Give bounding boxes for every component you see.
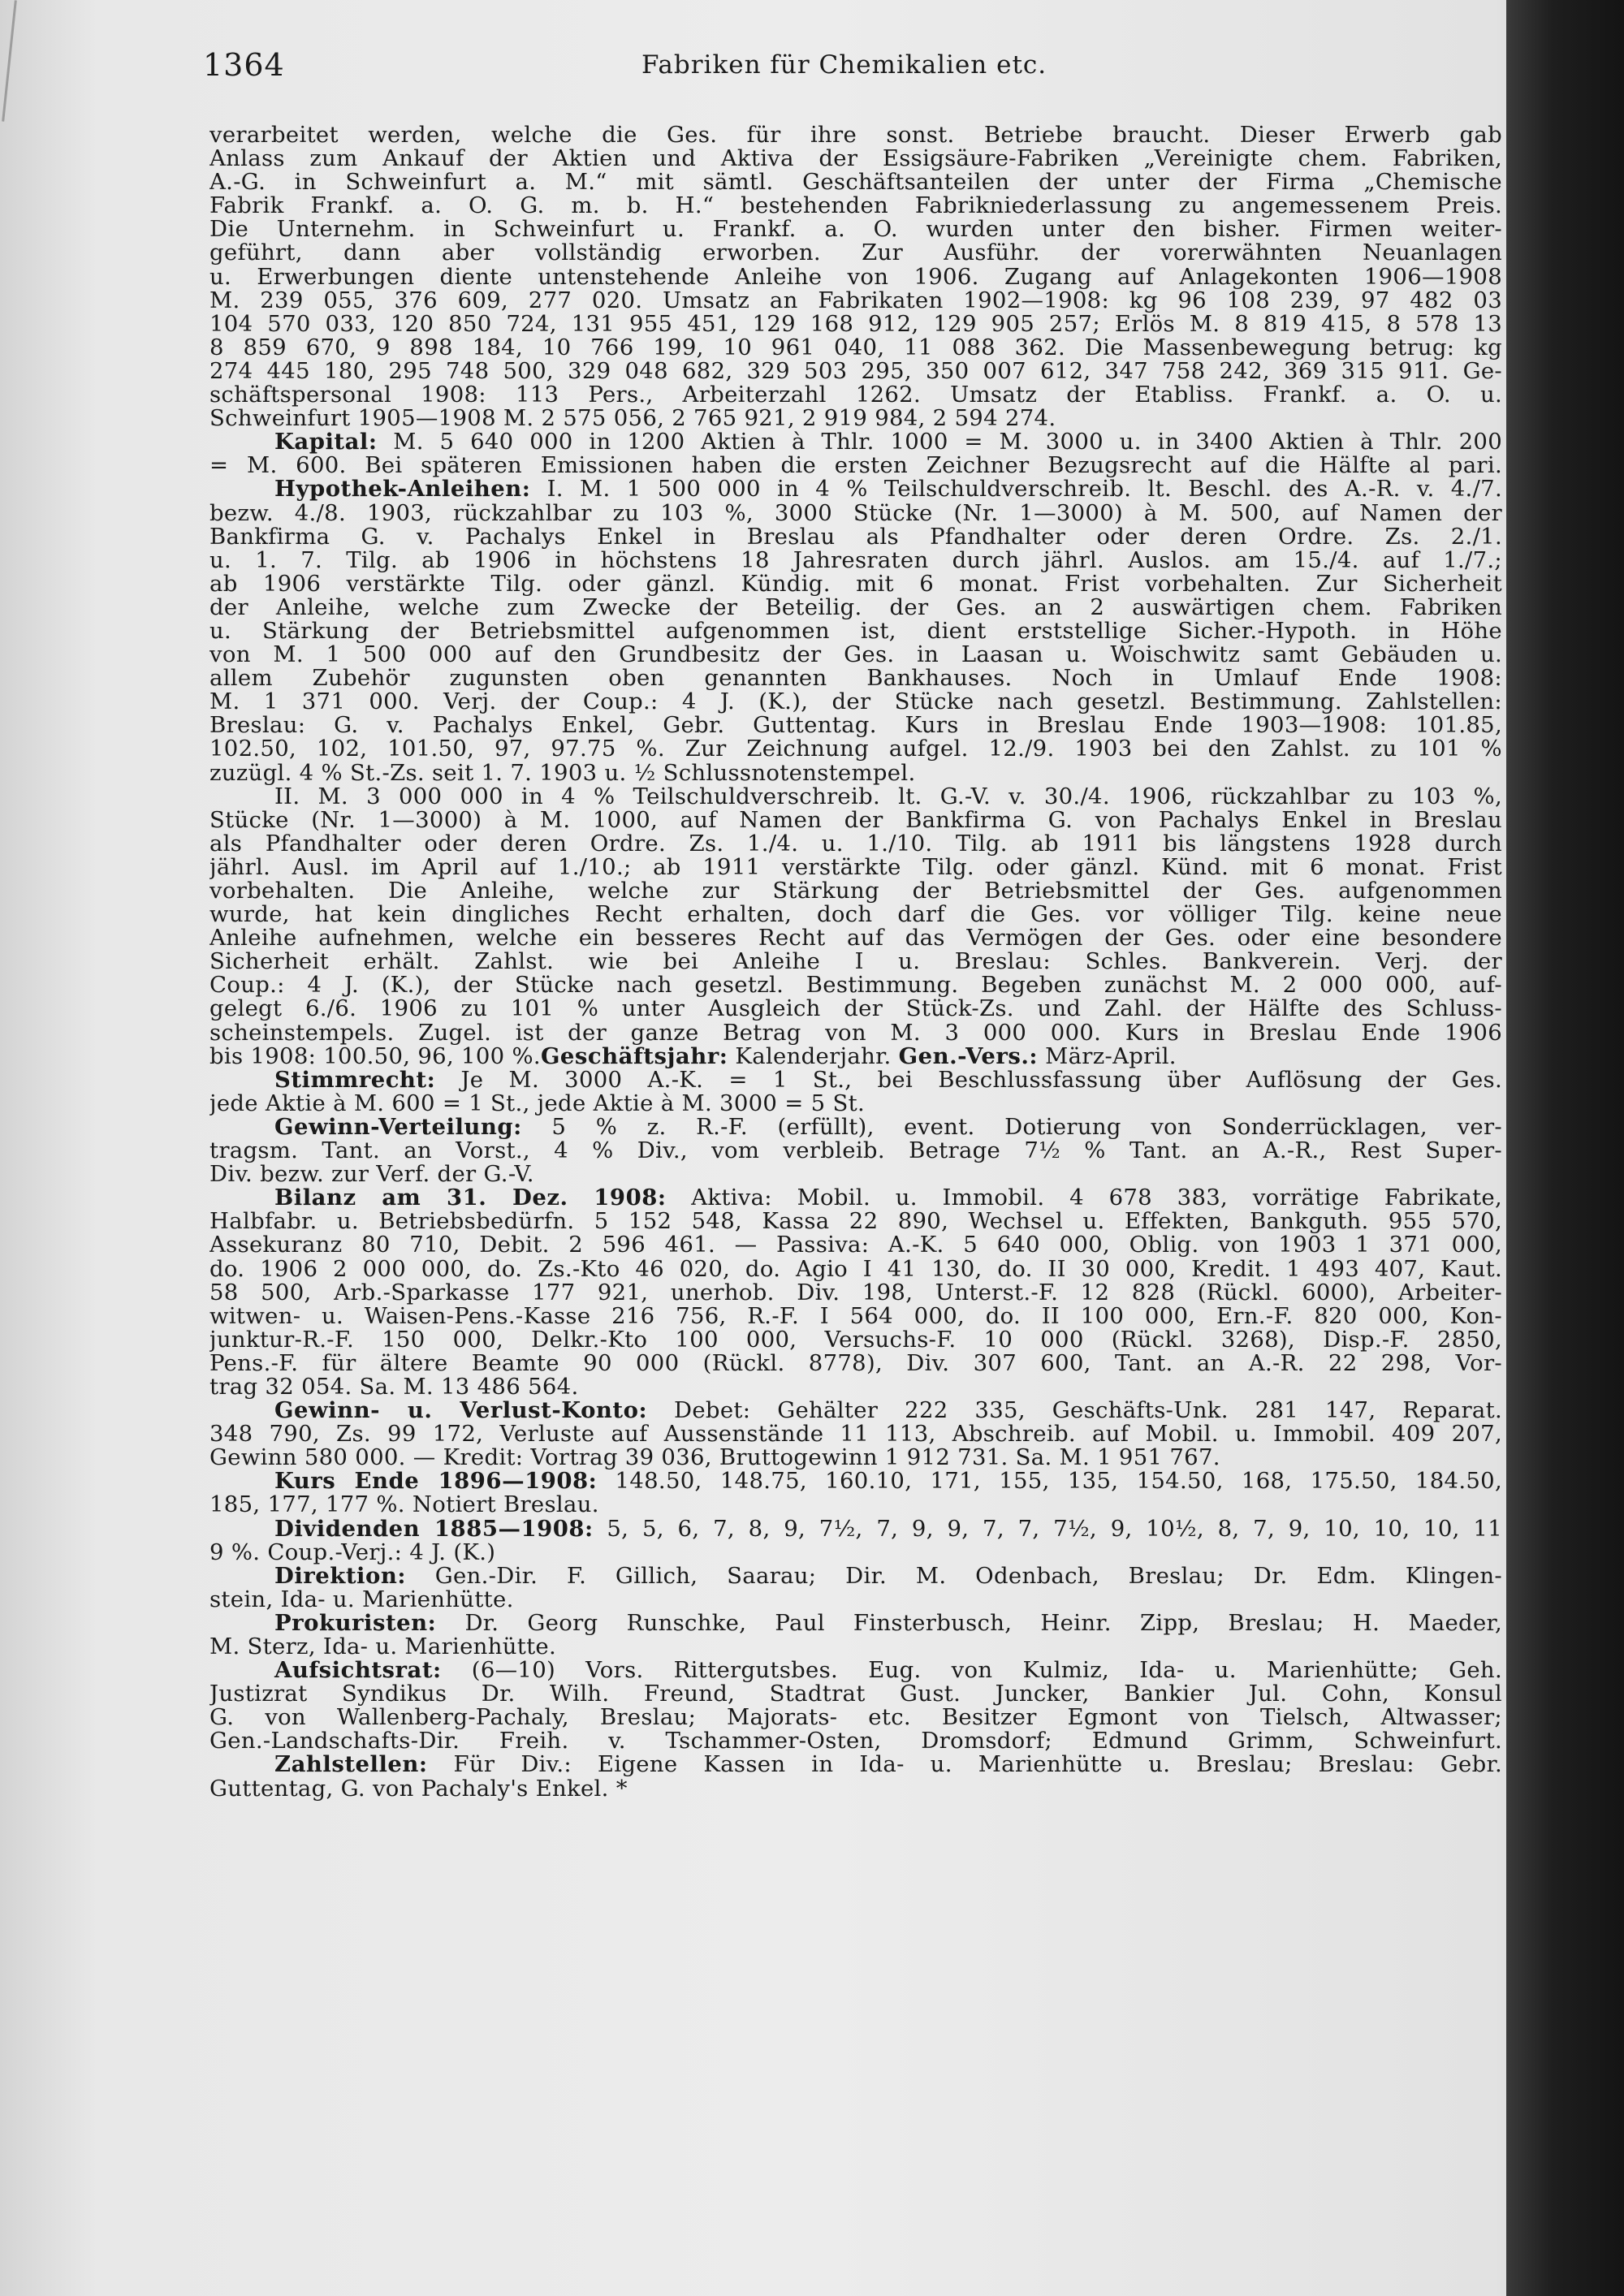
line-text: wurde, hat kein dingliches Recht erhalten, doch darf die Ges. vor völliger Tilg. keine neue — [209, 903, 1502, 927]
line-text: Die Unternehm. in Schweinfurt u. Frankf. a. O. wurden unter den bisher. Firmen weiter- — [209, 218, 1502, 242]
line-text: allem Zubehör zugunsten oben genannten Bankhauses. Noch in Umlauf Ende 1908: — [209, 667, 1502, 691]
line-text: Guttentag, G. von Pachaly's Enkel. * — [209, 1776, 628, 1801]
line-text: Dr. Georg Runschke, Paul Finsterbusch, Heinr. Zipp, Breslau; H. Maeder, — [436, 1611, 1502, 1635]
line-text: M. 239 055, 376 609, 277 020. Umsatz an Fabrikaten 1902—1908: kg 96 108 239, 97 482 03 — [209, 288, 1502, 313]
line-text: jede Aktie à M. 600 = 1 St., jede Aktie à M. 3000 = 5 St. — [209, 1091, 866, 1116]
text-line — [209, 619, 1502, 643]
line-text: do. 1906 2 000 000, do. Zs.-Kto 46 020, do. Agio I 41 130, do. II 30 000, Kredit. 1 493 407, Kaut. — [209, 1257, 1502, 1281]
text-line — [209, 1729, 1502, 1753]
line-text: Assekuranz 80 710, Debit. 2 596 461. — Passiva: A.-K. 5 640 000, Oblig. von 1903 1 371 000, — [209, 1233, 1502, 1258]
text-line — [209, 147, 1502, 170]
line-text: Gewinn 580 000. — Kredit: Vortrag 39 036, Bruttogewinn 1 912 731. Sa. M. 1 951 767. — [209, 1446, 1220, 1470]
text-line — [209, 879, 1502, 903]
line-text: 102.50, 102, 101.50, 97, 97.75 %. Zur Zeichnung aufgel. 12./9. 1903 bei den Zahlst. zu 101 % — [209, 737, 1502, 762]
text-line — [209, 430, 1502, 454]
text-line — [209, 525, 1502, 549]
text-line — [209, 1635, 1502, 1659]
line-text: M. Sterz, Ida- u. Marienhütte. — [209, 1635, 557, 1659]
line-text: vorbehalten. Die Anleihe, welche zur Stärkung der Betriebsmittel der Ges. aufgenommen — [209, 879, 1502, 904]
line-text: Gen.-Dir. F. Gillich, Saarau; Dir. M. Odenbach, Breslau; Dr. Edm. Klingen- — [405, 1564, 1502, 1588]
text-line — [209, 1612, 1502, 1635]
line-text: junktur-R.-F. 150 000, Delkr.-Kto 100 000, Versuchs-F. 10 000 (Rückl. 3268), Disp.-F. 2850, — [209, 1327, 1502, 1352]
running-title: Fabriken für Chemikalien etc. — [641, 50, 1047, 80]
text-line — [209, 265, 1502, 289]
text-line — [209, 1422, 1502, 1446]
text-line — [209, 1163, 1502, 1186]
text-line — [209, 762, 1502, 785]
text-line — [209, 1352, 1502, 1375]
line-text: u. Stärkung der Betriebsmittel aufgenommen ist, dient erststellige Sicher.-Hypoth. in Höhe — [209, 619, 1502, 644]
line-text: Coup.: 4 J. (K.), der Stücke nach gesetzl. Bestimmung. Begeben zunächst M. 2 000 000, auf- — [209, 973, 1502, 998]
line-text: Fabrik Frankf. a. O. G. m. b. H.“ bestehenden Fabrikniederlassung zu angemessenem Preis. — [209, 194, 1502, 218]
line-text: 5 % z. R.-F. (erfüllt), event. Dotierung von Sonderrücklagen, ver- — [521, 1115, 1502, 1140]
line-text: 104 570 033, 120 850 724, 131 955 451, 129 168 912, 129 905 257; Erlös M. 8 819 415, 8 578 13 — [209, 312, 1502, 336]
scan-artifact — [2, 0, 17, 121]
text-line — [209, 950, 1502, 973]
text-line — [209, 218, 1502, 241]
line-text: Halbfabr. u. Betriebsbedürfn. 5 152 548, Kassa 22 890, Wechsel u. Effekten, Bankguth. 955 570, — [209, 1210, 1502, 1234]
section-heading: Aufsichtsrat: — [274, 1659, 442, 1683]
text-line — [209, 1375, 1502, 1399]
text-line — [209, 572, 1502, 596]
line-text: Div. bezw. zur Verf. der G.-V. — [209, 1163, 534, 1187]
text-line — [209, 1092, 1502, 1116]
line-text: Schweinfurt 1905—1908 M. 2 575 056, 2 765 921, 2 919 984, 2 594 274. — [209, 407, 1056, 431]
line-text: Aktiva: Mobil. u. Immobil. 4 678 383, vorrätige Fabrikate, — [666, 1186, 1502, 1211]
text-line — [209, 1659, 1502, 1682]
text-line — [209, 1564, 1502, 1588]
text-line — [209, 289, 1502, 313]
text-line — [209, 1588, 1502, 1612]
section-heading: Stimmrecht: — [274, 1068, 436, 1092]
line-text: 9 %. Coup.-Verj.: 4 J. (K.) — [209, 1540, 496, 1564]
text-line — [209, 383, 1502, 407]
section-heading: Dividenden 1885—1908: — [274, 1517, 594, 1541]
line-text: jährl. Ausl. im April auf 1./10.; ab 1911 verstärkte Tilg. oder gänzl. Künd. mit 6 monat. Frist — [209, 855, 1502, 879]
section-heading: Hypothek-Anleihen: — [274, 477, 531, 502]
book-gutter-shadow — [1506, 0, 1624, 2296]
line-text: gelegt 6./6. 1906 zu 101 % unter Ausgleich der Stück-Zs. und Zahl. der Hälfte des Schluss- — [209, 997, 1502, 1021]
line-text: 58 500, Arb.-Sparkasse 177 921, unerhob. Div. 198, Unterst.-F. 12 828 (Rückl. 6000), Arbeiter- — [209, 1280, 1502, 1305]
line-text: Anleihe aufnehmen, welche ein besseres Recht auf das Vermögen der Ges. oder eine besondere — [209, 926, 1502, 951]
line-text: 274 445 180, 295 748 500, 329 048 682, 329 503 295, 350 007 612, 347 758 242, 369 315 911. Ge- — [209, 359, 1502, 384]
section-heading: Kapital: — [274, 430, 378, 455]
line-text: von M. 1 500 000 auf den Grundbesitz der Ges. in Laasan u. Woischwitz samt Gebäuden u. — [209, 643, 1502, 667]
section-heading: Zahlstellen: — [274, 1753, 428, 1777]
text-line — [209, 785, 1502, 809]
line-text: Pens.-F. für ältere Beamte 90 000 (Rückl. 8778), Div. 307 600, Tant. an A.-R. 22 298, Vor- — [209, 1351, 1502, 1375]
text-line — [209, 1233, 1502, 1257]
line-text: bezw. 4./8. 1903, rückzahlbar zu 103 %, 3000 Stücke (Nr. 1—3000) à M. 500, auf Namen der — [209, 501, 1502, 525]
line-text: als Pfandhalter oder deren Ordre. Zs. 1./4. u. 1./10. Tilg. ab 1911 bis längstens 1928 durch — [209, 831, 1502, 856]
line-text: witwen- u. Waisen-Pens.-Kasse 216 756, R.-F. I 564 000, do. II 100 000, Ern.-F. 820 000, Kon- — [209, 1304, 1502, 1328]
line-text: Kalenderjahr. — [728, 1044, 899, 1068]
line-text: Je M. 3000 A.-K. = 1 St., bei Beschlussfassung über Auflösung der Ges. — [435, 1068, 1502, 1092]
line-text: Stücke (Nr. 1—3000) à M. 1000, auf Namen der Bankfirma G. von Pachalys Enkel in Breslau — [209, 808, 1502, 832]
text-line — [209, 1777, 1502, 1801]
line-text: 5, 5, 6, 7, 8, 9, 7½, 7, 9, 9, 7, 7, 7½, 9, 10½, 8, 7, 9, 10, 10, 10, 11 — [593, 1517, 1502, 1541]
line-text: Debet: Gehälter 222 335, Geschäfts-Unk. 281 147, Reparat. — [647, 1399, 1502, 1423]
text-line — [209, 809, 1502, 832]
text-line — [209, 667, 1502, 690]
line-text: trag 32 054. Sa. M. 13 486 564. — [209, 1375, 579, 1400]
text-line — [209, 336, 1502, 360]
text-line — [209, 194, 1502, 218]
line-text: 185, 177, 177 %. Notiert Breslau. — [209, 1493, 599, 1517]
text-line — [209, 973, 1502, 997]
line-text: schäftspersonal 1908: 113 Pers., Arbeiterzahl 1262. Umsatz der Etabliss. Frankf. a. O. u. — [209, 383, 1502, 408]
text-line — [209, 832, 1502, 856]
text-line — [209, 1258, 1502, 1281]
text-line — [209, 1399, 1502, 1422]
text-line — [209, 643, 1502, 667]
text-line — [209, 407, 1502, 430]
text-line — [209, 1493, 1502, 1517]
section-heading: Bilanz am 31. Dez. 1908: — [274, 1186, 667, 1211]
line-text: stein, Ida- u. Marienhütte. — [209, 1587, 514, 1612]
section-heading: Geschäftsjahr: — [540, 1044, 728, 1068]
page-header — [203, 47, 1502, 96]
article-body — [209, 123, 1502, 1801]
line-text: März-April. — [1038, 1044, 1177, 1068]
section-heading: Gewinn-Verteilung: — [274, 1115, 522, 1140]
text-line — [209, 856, 1502, 879]
line-text: zuzügl. 4 % St.-Zs. seit 1. 7. 1903 u. ½ Schlussnotenstempel. — [209, 761, 916, 785]
text-line — [209, 1021, 1502, 1045]
text-line — [209, 714, 1502, 737]
line-text: I. M. 1 500 000 in 4 % Teilschuldverschreib. lt. Beschl. des A.-R. v. 4./7. — [530, 477, 1502, 502]
line-text: geführt, dann aber vollständig erworben. Zur Ausführ. der vorerwähnten Neuanlagen — [209, 241, 1502, 265]
text-line — [209, 690, 1502, 714]
section-heading: Kurs Ende 1896—1908: — [274, 1470, 598, 1494]
line-text: 148.50, 148.75, 160.10, 171, 155, 135, 154.50, 168, 175.50, 184.50, — [597, 1470, 1502, 1494]
text-line — [209, 1210, 1502, 1233]
text-line — [209, 123, 1502, 147]
text-line — [209, 1753, 1502, 1776]
line-text: M. 5 640 000 in 1200 Aktien à Thlr. 1000 = M. 3000 u. in 3400 Aktien à Thlr. 200 — [377, 430, 1502, 455]
line-text: verarbeitet werden, welche die Ges. für ihre sonst. Betriebe braucht. Dieser Erwerb gab — [209, 123, 1502, 148]
text-line — [209, 1186, 1502, 1210]
text-line — [209, 454, 1502, 477]
line-text: M. 1 371 000. Verj. der Coup.: 4 J. (K.), der Stücke nach gesetzl. Bestimmung. Zahlstellen: — [209, 690, 1502, 714]
text-line — [209, 1682, 1502, 1706]
line-text: Sicherheit erhält. Zahlst. wie bei Anleihe I u. Breslau: Schles. Bankverein. Verj. der — [209, 950, 1502, 974]
text-line — [209, 903, 1502, 926]
line-text: Anlass zum Ankauf der Aktien und Aktiva der Essigsäure-Fabriken „Vereinigte chem. Fabriken, — [209, 147, 1502, 171]
page-number: 1364 — [203, 47, 285, 83]
line-text: 8 859 670, 9 898 184, 10 766 199, 10 961 040, 11 088 362. Die Massenbewegung betrug: kg — [209, 335, 1502, 360]
text-line — [209, 1045, 1502, 1068]
line-text: Bankfirma G. v. Pachalys Enkel in Breslau als Pfandhalter oder deren Ordre. Zs. 2./1. — [209, 524, 1502, 549]
section-heading: Gewinn- u. Verlust-Konto: — [274, 1399, 648, 1423]
text-line — [209, 1281, 1502, 1305]
line-text: 348 790, Zs. 99 172, Verluste auf Aussenstände 11 113, Abschreib. auf Mobil. u. Immobil. 409 207, — [209, 1422, 1502, 1447]
text-line — [209, 313, 1502, 336]
line-text: G. von Wallenberg-Pachaly, Breslau; Majorats- etc. Besitzer Egmont von Tielsch, Altwasser; — [209, 1706, 1502, 1730]
line-text: Breslau: G. v. Pachalys Enkel, Gebr. Guttentag. Kurs in Breslau Ende 1903—1908: 101.85, — [209, 714, 1502, 738]
section-heading: Direktion: — [274, 1564, 406, 1588]
text-line — [209, 997, 1502, 1021]
text-line — [209, 1305, 1502, 1328]
line-text: der Anleihe, welche zum Zwecke der Beteilig. der Ges. an 2 auswärtigen chem. Fabriken — [209, 595, 1502, 619]
line-text: Für Div.: Eigene Kassen in Ida- u. Marienhütte u. Breslau; Breslau: Gebr. — [427, 1753, 1502, 1777]
section-heading: Gen.-Vers.: — [898, 1044, 1039, 1068]
line-text: bis 1908: 100.50, 96, 100 %. — [209, 1044, 541, 1068]
line-text: (6—10) Vors. Rittergutsbes. Eug. von Kulmiz, Ida- u. Marienhütte; Geh. — [441, 1659, 1502, 1683]
line-text: A.-G. in Schweinfurt a. M.“ mit sämtl. Geschäftsanteilen der unter der Firma „Chemische — [209, 170, 1502, 195]
text-line — [209, 360, 1502, 383]
text-line — [209, 737, 1502, 761]
line-text: scheinstempels. Zugel. ist der ganze Betrag von M. 3 000 000. Kurs in Breslau Ende 1906 — [209, 1021, 1502, 1045]
line-text: = M. 600. Bei späteren Emissionen haben die ersten Zeichner Bezugsrecht auf die Hälfte al pari. — [209, 454, 1502, 478]
text-line — [209, 1470, 1502, 1493]
text-line — [209, 1541, 1502, 1564]
text-line — [209, 596, 1502, 619]
text-line — [209, 1116, 1502, 1139]
line-text: Justizrat Syndikus Dr. Wilh. Freund, Stadtrat Gust. Juncker, Bankier Jul. Cohn, Konsul — [209, 1682, 1502, 1707]
line-text: u. Erwerbungen diente untenstehende Anleihe von 1906. Zugang auf Anlagekonten 1906—1908 — [209, 265, 1502, 289]
text-line — [209, 1328, 1502, 1352]
text-line — [209, 241, 1502, 265]
line-text: tragsm. Tant. an Vorst., 4 % Div., vom verbleib. Betrage 7½ % Tant. an A.-R., Rest Super- — [209, 1139, 1502, 1163]
text-line — [209, 477, 1502, 501]
text-line — [209, 926, 1502, 950]
line-text: ab 1906 verstärkte Tilg. oder gänzl. Kündig. mit 6 monat. Frist vorbehalten. Zur Sicherheit — [209, 572, 1502, 596]
section-heading: Prokuristen: — [274, 1611, 437, 1635]
text-line — [209, 1706, 1502, 1729]
line-text: Gen.-Landschafts-Dir. Freih. v. Tschammer-Osten, Dromsdorf; Edmund Grimm, Schweinfurt. — [209, 1729, 1502, 1754]
line-text: II. M. 3 000 000 in 4 % Teilschuldverschreib. lt. G.-V. v. 30./4. 1906, rückzahlbar zu 103 %, — [274, 784, 1502, 809]
text-line — [209, 549, 1502, 572]
line-text: u. 1. 7. Tilg. ab 1906 in höchstens 18 Jahresraten durch jährl. Auslos. am 15./4. auf 1./7.; — [209, 548, 1502, 572]
text-line — [209, 502, 1502, 525]
text-line — [209, 1517, 1502, 1541]
text-line — [209, 1446, 1502, 1470]
text-line — [209, 170, 1502, 194]
text-line — [209, 1068, 1502, 1092]
text-line — [209, 1139, 1502, 1163]
